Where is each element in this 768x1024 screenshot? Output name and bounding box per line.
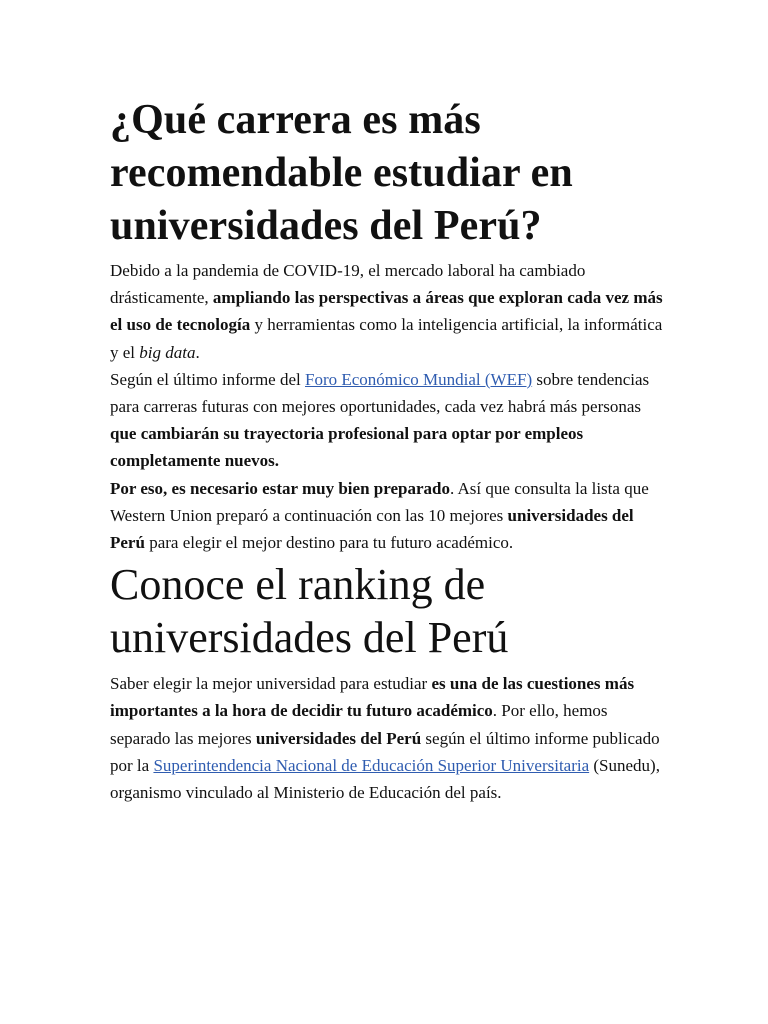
ranking-text-4: (Sunedu), organismo vinculado al Ministerio de Educación del país. [110, 755, 660, 803]
intro-italic-big-data: big data [139, 342, 196, 362]
ranking-text-1: Saber elegir la mejor universidad para estudiar [110, 674, 432, 694]
paragraph-preparation [110, 475, 670, 557]
prep-text-1: . Así que consulta la lista que Western Union preparó a continuación con las 10 mejores [110, 478, 649, 525]
ranking-text-2: . Por ello, hemos separado las mejores [110, 701, 608, 748]
paragraph-intro [110, 257, 670, 366]
sunedu-link[interactable]: Superintendencia Nacional de Educación Superior Universitaria [153, 755, 590, 775]
prep-bold-1: Por eso, es necesario estar muy bien preparado [110, 478, 450, 498]
prep-bold-2: universidades del Perú [110, 505, 634, 553]
intro-bold-1: ampliando las perspectivas a áreas que exploran cada vez más el uso de tecnología [110, 288, 663, 335]
ranking-bold-2: universidades del Perú [255, 728, 422, 748]
intro-text-2: y herramientas como la inteligencia artificial, la informática y el [110, 315, 663, 362]
ranking-text-3: según el último informe publicado por la [110, 728, 660, 775]
article-title: ¿Qué carrera es más recomendable estudiar en universidades del Perú? [110, 97, 573, 249]
wef-text-2: sobre tendencias para carreras futuras con mejores oportunidades, cada vez habrá más personas [110, 369, 650, 417]
intro-text-3: . [195, 342, 200, 362]
wef-bold-1: que cambiarán su trayectoria profesional para optar por empleos completamente nuevos. [110, 424, 584, 471]
wef-text-1: Según el último informe del [110, 369, 305, 389]
article [110, 94, 670, 806]
ranking-bold-1: es una de las cuestiones más importantes a la hora de decidir tu futuro académico [110, 674, 635, 721]
paragraph-ranking [110, 670, 670, 806]
wef-link[interactable]: Foro Económico Mundial (WEF) [305, 369, 533, 389]
prep-text-2: para elegir el mejor destino para tu futuro académico. [144, 533, 514, 553]
intro-text-1: Debido a la pandemia de COVID-19, el mercado laboral ha cambiado drásticamente, [110, 261, 586, 308]
paragraph-wef [110, 366, 670, 475]
section-heading-ranking: Conoce el ranking de universidades del Perú [110, 560, 509, 663]
